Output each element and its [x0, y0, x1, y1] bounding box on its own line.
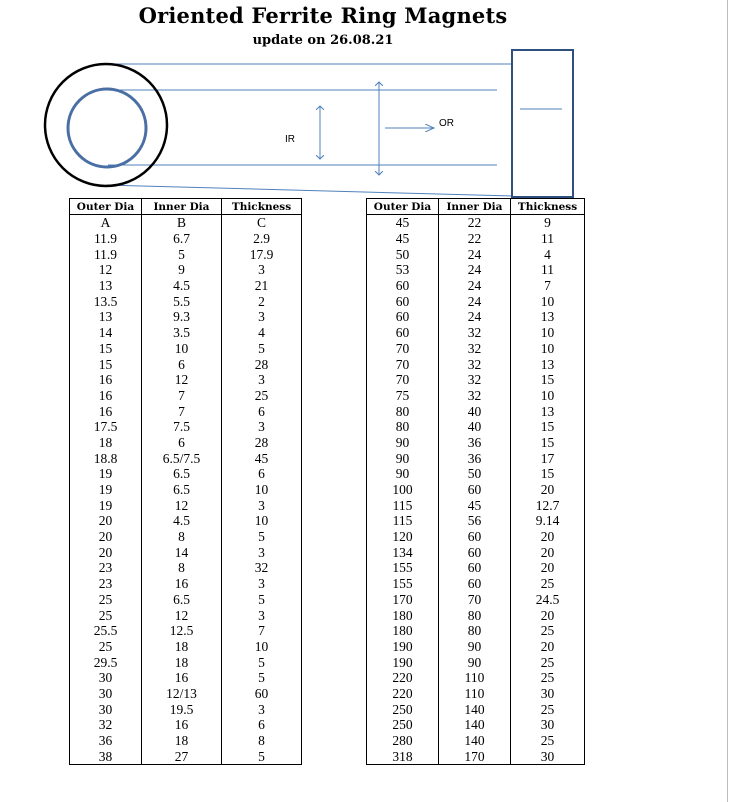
- table-row: [70, 560, 302, 576]
- inner-dia-cell: 6.5: [142, 466, 222, 482]
- inner-dia-cell: 140: [439, 701, 511, 717]
- table-row: [367, 686, 585, 702]
- outer-dia-cell: 23: [70, 576, 142, 592]
- inner-dia-cell: 27: [142, 748, 222, 764]
- table-row: [70, 733, 302, 749]
- outer-dia-cell: 20: [70, 513, 142, 529]
- thickness-cell: 20: [511, 607, 585, 623]
- thickness-cell: 4: [511, 246, 585, 262]
- table-row: [70, 576, 302, 592]
- outer-dia-cell: 120: [367, 529, 439, 545]
- outer-dia-cell: 16: [70, 388, 142, 404]
- thickness-cell: 25: [511, 670, 585, 686]
- table-row: [367, 435, 585, 451]
- outer-dia-cell: 19: [70, 466, 142, 482]
- inner-dia-cell: 40: [439, 403, 511, 419]
- inner-dia-cell: 18: [142, 654, 222, 670]
- outer-dia-cell: 190: [367, 654, 439, 670]
- thickness-cell: 15: [511, 372, 585, 388]
- outer-dia-cell: 15: [70, 356, 142, 372]
- thickness-cell: 3: [222, 309, 302, 325]
- table-row: [70, 435, 302, 451]
- table-row: [70, 639, 302, 655]
- thickness-cell: 5: [222, 529, 302, 545]
- thickness-cell: 17.9: [222, 246, 302, 262]
- thickness-cell: 7: [222, 623, 302, 639]
- outer-dia-cell: 190: [367, 639, 439, 655]
- outer-dia-cell: 155: [367, 560, 439, 576]
- thickness-cell: 3: [222, 544, 302, 560]
- outer-dia-cell: 15: [70, 341, 142, 357]
- thickness-cell: 3: [222, 372, 302, 388]
- thickness-cell: 13: [511, 403, 585, 419]
- column-header: Thickness: [222, 199, 302, 215]
- table-row: [70, 388, 302, 404]
- outer-dia-cell: 75: [367, 388, 439, 404]
- inner-dia-cell: 140: [439, 733, 511, 749]
- table-row: [70, 592, 302, 608]
- inner-dia-cell: 24: [439, 278, 511, 294]
- inner-dia-cell: 60: [439, 482, 511, 498]
- thickness-cell: 2: [222, 293, 302, 309]
- thickness-cell: 17: [511, 450, 585, 466]
- thickness-cell: 20: [511, 544, 585, 560]
- thickness-cell: 60: [222, 686, 302, 702]
- outer-dia-cell: 36: [70, 733, 142, 749]
- table-row: [367, 246, 585, 262]
- outer-dia-cell: 13: [70, 278, 142, 294]
- thickness-cell: 11: [511, 231, 585, 247]
- thickness-cell: 3: [222, 497, 302, 513]
- thickness-cell: 10: [511, 388, 585, 404]
- outer-dia-cell: 30: [70, 670, 142, 686]
- thickness-cell: 3: [222, 262, 302, 278]
- inner-ring-outline: [68, 89, 146, 167]
- inner-dia-cell: 6.5: [142, 592, 222, 608]
- inner-dia-cell: 140: [439, 717, 511, 733]
- table-row: [70, 717, 302, 733]
- table-row: [367, 450, 585, 466]
- outer-dia-cell: 25: [70, 607, 142, 623]
- thickness-cell: 5: [222, 341, 302, 357]
- inner-dia-cell: 36: [439, 435, 511, 451]
- inner-dia-cell: B: [142, 215, 222, 231]
- thickness-cell: 3: [222, 419, 302, 435]
- outer-dia-cell: 38: [70, 748, 142, 764]
- table-row: [367, 372, 585, 388]
- thickness-cell: 9.14: [511, 513, 585, 529]
- inner-dia-cell: 5: [142, 246, 222, 262]
- thickness-cell: 25: [511, 576, 585, 592]
- outer-dia-cell: 50: [367, 246, 439, 262]
- outer-dia-cell: 250: [367, 701, 439, 717]
- page-title: Oriented Ferrite Ring Magnets: [138, 3, 508, 28]
- table-row: [367, 278, 585, 294]
- side-view-box: [512, 50, 573, 197]
- table-row: [367, 639, 585, 655]
- outer-dia-cell: 23: [70, 560, 142, 576]
- inner-dia-cell: 7.5: [142, 419, 222, 435]
- outer-dia-cell: 18.8: [70, 450, 142, 466]
- column-header: Inner Dia: [142, 199, 222, 215]
- inner-dia-cell: 56: [439, 513, 511, 529]
- thickness-cell: 7: [511, 278, 585, 294]
- outer-dia-cell: 250: [367, 717, 439, 733]
- thickness-cell: 3: [222, 576, 302, 592]
- table-row: [70, 450, 302, 466]
- outer-dia-cell: 13.5: [70, 293, 142, 309]
- table-row: [367, 309, 585, 325]
- inner-dia-cell: 80: [439, 623, 511, 639]
- thickness-cell: 3: [222, 701, 302, 717]
- inner-dia-cell: 18: [142, 639, 222, 655]
- inner-dia-cell: 6.5/7.5: [142, 450, 222, 466]
- thickness-cell: 15: [511, 419, 585, 435]
- thickness-cell: 6: [222, 717, 302, 733]
- table-row: [367, 231, 585, 247]
- inner-dia-cell: 170: [439, 748, 511, 764]
- inner-dia-cell: 36: [439, 450, 511, 466]
- inner-dia-cell: 7: [142, 403, 222, 419]
- thickness-cell: 10: [511, 293, 585, 309]
- outer-dia-cell: 280: [367, 733, 439, 749]
- table-row: [70, 293, 302, 309]
- inner-dia-cell: 90: [439, 654, 511, 670]
- outer-dia-cell: 45: [367, 215, 439, 231]
- column-header: Thickness: [511, 199, 585, 215]
- ir-label: IR: [285, 134, 295, 145]
- table-row: [367, 607, 585, 623]
- table-row: [70, 215, 302, 231]
- thickness-cell: 6: [222, 403, 302, 419]
- table-row: [70, 309, 302, 325]
- table-row: [367, 748, 585, 764]
- table-row: [367, 215, 585, 231]
- thickness-cell: 15: [511, 466, 585, 482]
- inner-dia-cell: 6: [142, 356, 222, 372]
- inner-dia-cell: 22: [439, 231, 511, 247]
- thickness-cell: 12.7: [511, 497, 585, 513]
- table-row: [367, 654, 585, 670]
- inner-dia-cell: 18: [142, 733, 222, 749]
- inner-dia-cell: 5.5: [142, 293, 222, 309]
- table-row: [367, 544, 585, 560]
- inner-dia-cell: 19.5: [142, 701, 222, 717]
- right-dimensions-table: [366, 198, 585, 765]
- outer-dia-cell: 20: [70, 544, 142, 560]
- table-row: [367, 341, 585, 357]
- thickness-cell: 20: [511, 482, 585, 498]
- outer-dia-cell: 220: [367, 686, 439, 702]
- outer-dia-cell: 19: [70, 497, 142, 513]
- table-row: [70, 231, 302, 247]
- thickness-cell: 30: [511, 748, 585, 764]
- outer-dia-cell: 11.9: [70, 246, 142, 262]
- outer-dia-cell: 53: [367, 262, 439, 278]
- thickness-cell: 45: [222, 450, 302, 466]
- thickness-cell: 28: [222, 356, 302, 372]
- thickness-cell: 25: [511, 654, 585, 670]
- table-header-row: [367, 199, 585, 215]
- table-row: [367, 701, 585, 717]
- table-row: [367, 403, 585, 419]
- thickness-cell: 10: [222, 639, 302, 655]
- table-row: [367, 293, 585, 309]
- inner-dia-cell: 14: [142, 544, 222, 560]
- thickness-cell: 15: [511, 435, 585, 451]
- table-row: [70, 466, 302, 482]
- thickness-cell: 5: [222, 670, 302, 686]
- column-header: Inner Dia: [439, 199, 511, 215]
- outer-dia-cell: 32: [70, 717, 142, 733]
- thickness-cell: 30: [511, 717, 585, 733]
- thickness-cell: 3: [222, 607, 302, 623]
- table-row: [367, 513, 585, 529]
- outer-dia-cell: 60: [367, 309, 439, 325]
- thickness-cell: C: [222, 215, 302, 231]
- outer-dia-cell: 80: [367, 403, 439, 419]
- left-dimensions-table: [69, 198, 302, 765]
- inner-dia-cell: 4.5: [142, 278, 222, 294]
- column-header: Outer Dia: [367, 199, 439, 215]
- outer-dia-cell: 134: [367, 544, 439, 560]
- outer-dia-cell: 100: [367, 482, 439, 498]
- table-row: [70, 529, 302, 545]
- table-row: [367, 576, 585, 592]
- outer-dia-cell: 30: [70, 686, 142, 702]
- outer-dia-cell: 60: [367, 278, 439, 294]
- table-row: [367, 325, 585, 341]
- table-row: [367, 497, 585, 513]
- outer-dia-cell: 11.9: [70, 231, 142, 247]
- outer-dia-cell: 16: [70, 403, 142, 419]
- table-row: [367, 262, 585, 278]
- table-row: [70, 341, 302, 357]
- outer-dia-cell: 19: [70, 482, 142, 498]
- outer-dia-cell: 18: [70, 435, 142, 451]
- table-row: [367, 419, 585, 435]
- table-row: [70, 544, 302, 560]
- inner-dia-cell: 16: [142, 576, 222, 592]
- inner-dia-cell: 16: [142, 717, 222, 733]
- thickness-cell: 10: [511, 325, 585, 341]
- inner-dia-cell: 6: [142, 435, 222, 451]
- inner-dia-cell: 12: [142, 372, 222, 388]
- table-row: [70, 607, 302, 623]
- table-row: [367, 466, 585, 482]
- table-row: [367, 623, 585, 639]
- inner-dia-cell: 60: [439, 529, 511, 545]
- inner-dia-cell: 32: [439, 388, 511, 404]
- inner-dia-cell: 110: [439, 686, 511, 702]
- table-row: [70, 513, 302, 529]
- table-row: [70, 686, 302, 702]
- thickness-cell: 30: [511, 686, 585, 702]
- table-row: [367, 717, 585, 733]
- thickness-cell: 13: [511, 356, 585, 372]
- outer-dia-cell: 60: [367, 325, 439, 341]
- table-row: [70, 419, 302, 435]
- outer-dia-cell: 16: [70, 372, 142, 388]
- inner-dia-cell: 40: [439, 419, 511, 435]
- inner-dia-cell: 9.3: [142, 309, 222, 325]
- outer-dia-cell: 20: [70, 529, 142, 545]
- outer-dia-cell: A: [70, 215, 142, 231]
- table-row: [70, 262, 302, 278]
- table-row: [70, 654, 302, 670]
- table-row: [70, 623, 302, 639]
- table-row: [367, 670, 585, 686]
- thickness-cell: 11: [511, 262, 585, 278]
- inner-dia-cell: 50: [439, 466, 511, 482]
- inner-dia-cell: 80: [439, 607, 511, 623]
- table-row: [70, 497, 302, 513]
- inner-dia-cell: 8: [142, 529, 222, 545]
- thickness-cell: 25: [511, 701, 585, 717]
- thickness-cell: 4: [222, 325, 302, 341]
- outer-dia-cell: 70: [367, 356, 439, 372]
- inner-dia-cell: 12: [142, 497, 222, 513]
- outer-dia-cell: 13: [70, 309, 142, 325]
- thickness-cell: 10: [511, 341, 585, 357]
- thickness-cell: 20: [511, 529, 585, 545]
- table-row: [367, 592, 585, 608]
- inner-dia-cell: 6.5: [142, 482, 222, 498]
- thickness-cell: 25: [511, 733, 585, 749]
- thickness-cell: 28: [222, 435, 302, 451]
- thickness-cell: 32: [222, 560, 302, 576]
- inner-dia-cell: 60: [439, 560, 511, 576]
- table-row: [367, 356, 585, 372]
- outer-dia-cell: 25: [70, 592, 142, 608]
- outer-dia-cell: 70: [367, 341, 439, 357]
- inner-dia-cell: 6.7: [142, 231, 222, 247]
- thickness-cell: 20: [511, 639, 585, 655]
- outer-dia-cell: 90: [367, 435, 439, 451]
- or-label: OR: [439, 118, 454, 129]
- inner-dia-cell: 12: [142, 607, 222, 623]
- inner-dia-cell: 9: [142, 262, 222, 278]
- table-row: [70, 701, 302, 717]
- thickness-cell: 5: [222, 748, 302, 764]
- table-row: [70, 670, 302, 686]
- inner-dia-cell: 32: [439, 356, 511, 372]
- outer-dia-cell: 17.5: [70, 419, 142, 435]
- table-row: [70, 325, 302, 341]
- inner-dia-cell: 16: [142, 670, 222, 686]
- outer-dia-cell: 90: [367, 450, 439, 466]
- outer-dia-cell: 45: [367, 231, 439, 247]
- thickness-cell: 5: [222, 592, 302, 608]
- thickness-cell: 10: [222, 482, 302, 498]
- outer-dia-cell: 318: [367, 748, 439, 764]
- outer-dia-cell: 220: [367, 670, 439, 686]
- outer-dia-cell: 115: [367, 513, 439, 529]
- thickness-cell: 9: [511, 215, 585, 231]
- inner-dia-cell: 3.5: [142, 325, 222, 341]
- inner-dia-cell: 8: [142, 560, 222, 576]
- inner-dia-cell: 32: [439, 341, 511, 357]
- table-row: [367, 482, 585, 498]
- table-row: [367, 733, 585, 749]
- inner-dia-cell: 12/13: [142, 686, 222, 702]
- ring-magnet-diagram: [0, 0, 736, 200]
- outer-dia-cell: 170: [367, 592, 439, 608]
- inner-dia-cell: 4.5: [142, 513, 222, 529]
- table-row: [367, 560, 585, 576]
- outer-dia-cell: 80: [367, 419, 439, 435]
- table-row: [70, 482, 302, 498]
- outer-dia-cell: 115: [367, 497, 439, 513]
- thickness-cell: 6: [222, 466, 302, 482]
- table-row: [70, 278, 302, 294]
- outer-bottom-projection-line: [106, 185, 512, 196]
- inner-dia-cell: 45: [439, 497, 511, 513]
- inner-dia-cell: 7: [142, 388, 222, 404]
- table-row: [367, 529, 585, 545]
- thickness-cell: 8: [222, 733, 302, 749]
- inner-dia-cell: 24: [439, 262, 511, 278]
- thickness-cell: 5: [222, 654, 302, 670]
- outer-dia-cell: 180: [367, 607, 439, 623]
- inner-dia-cell: 22: [439, 215, 511, 231]
- outer-dia-cell: 25.5: [70, 623, 142, 639]
- thickness-cell: 25: [511, 623, 585, 639]
- table-row: [70, 246, 302, 262]
- thickness-cell: 21: [222, 278, 302, 294]
- outer-dia-cell: 14: [70, 325, 142, 341]
- inner-dia-cell: 24: [439, 309, 511, 325]
- update-date: update on 26.08.21: [252, 33, 394, 48]
- outer-dia-cell: 29.5: [70, 654, 142, 670]
- column-header: Outer Dia: [70, 199, 142, 215]
- outer-dia-cell: 12: [70, 262, 142, 278]
- table-row: [367, 388, 585, 404]
- thickness-cell: 2.9: [222, 231, 302, 247]
- inner-dia-cell: 32: [439, 325, 511, 341]
- inner-dia-cell: 90: [439, 639, 511, 655]
- thickness-cell: 10: [222, 513, 302, 529]
- outer-dia-cell: 70: [367, 372, 439, 388]
- table-row: [70, 372, 302, 388]
- outer-dia-cell: 25: [70, 639, 142, 655]
- inner-dia-cell: 60: [439, 544, 511, 560]
- outer-dia-cell: 90: [367, 466, 439, 482]
- inner-dia-cell: 24: [439, 246, 511, 262]
- inner-dia-cell: 24: [439, 293, 511, 309]
- inner-dia-cell: 60: [439, 576, 511, 592]
- outer-dia-cell: 155: [367, 576, 439, 592]
- outer-dia-cell: 60: [367, 293, 439, 309]
- table-header-row: [70, 199, 302, 215]
- inner-dia-cell: 10: [142, 341, 222, 357]
- thickness-cell: 20: [511, 560, 585, 576]
- inner-dia-cell: 70: [439, 592, 511, 608]
- thickness-cell: 25: [222, 388, 302, 404]
- table-row: [70, 403, 302, 419]
- outer-dia-cell: 30: [70, 701, 142, 717]
- thickness-cell: 13: [511, 309, 585, 325]
- inner-dia-cell: 110: [439, 670, 511, 686]
- inner-dia-cell: 12.5: [142, 623, 222, 639]
- table-row: [70, 356, 302, 372]
- table-row: [70, 748, 302, 764]
- outer-dia-cell: 180: [367, 623, 439, 639]
- thickness-cell: 24.5: [511, 592, 585, 608]
- inner-dia-cell: 32: [439, 372, 511, 388]
